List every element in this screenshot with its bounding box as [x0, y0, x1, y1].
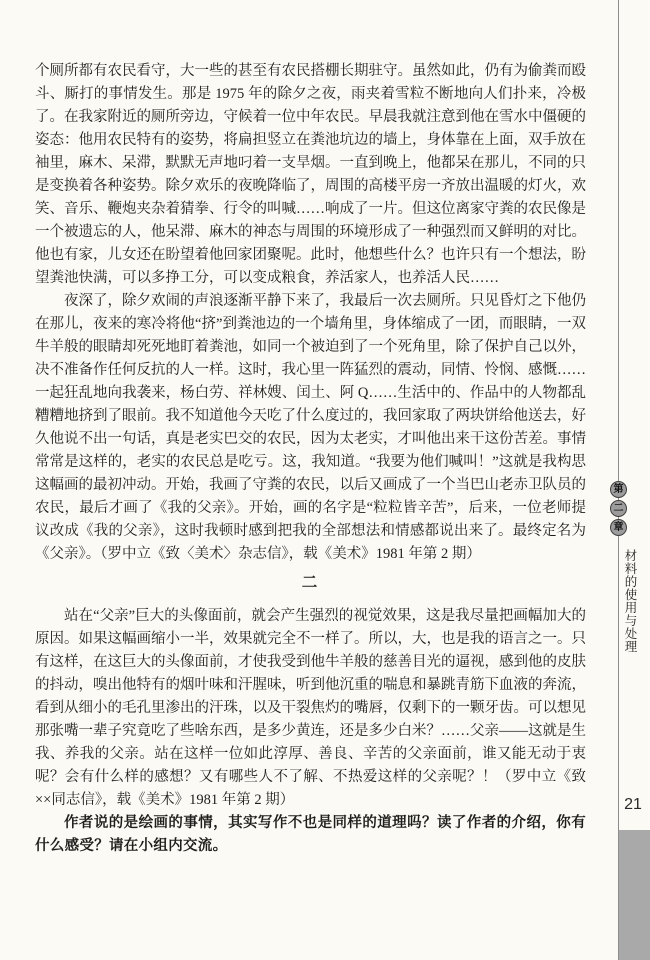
paragraph-father-portrait: 站在“父亲”巨大的头像面前，就会产生强烈的视觉效果，这是我尽量把画幅加大的原因。如果这幅画缩小一半，效果就完全不一样了。所以，大，也是我的语言之一。只有这样，在这巨大的头像面前，才使我受到他牛羊般的慈善目光的逼视，感到他的皮肤的抖动，嗅出他特有的烟叶味和汗腥味，听到他沉重的喘息和暴跳青筋下血液的奔流，看到从细小的毛孔里渗出的汗珠，以及干裂焦灼的嘴唇，仅剩下的一颗牙齿。可以想见那张嘴一辈子究竟吃了些啥东西，是多少黄连，还是多少白米？……父亲——这就是生我、养我的父亲。站在这样一位如此淳厚、善良、辛苦的父亲面前，谁又能无动于衷呢？会有什么样的感想？又有哪些人不了解、不热爱这样的父亲呢？！（罗中立《致××同志信》，载《美术》1981 年第 2 期）: [35, 608, 586, 808]
chapter-badge-char-2: 二: [610, 500, 627, 517]
chapter-margin-rule: [618, 0, 619, 960]
main-text-column: [35, 60, 586, 858]
chapter-badge-char-3: 章: [610, 519, 627, 536]
page-number: 21: [624, 796, 642, 813]
paragraph-continuation: 个厕所都有农民看守，大一些的甚至有农民搭棚长期驻守。虽然如此，仍有为偷粪而殴斗、厮打的事情发生。那是 1975 年的除夕之夜，雨夹着雪粒不断地向人们扑来，冷极了。在我家附近的厕所旁边，守候着一位中年农民。早晨我就注意到他在雪水中僵硬的姿态：他用农民特有的姿势，将扁担竖立在粪池坑边的墙上，身体靠在上面，双手放在袖里，麻木、呆滞，默默无声地叼着一支旱烟。一直到晚上，他都呆在那儿，不同的只是变换着各种姿势。除夕欢乐的夜晚降临了，周围的高楼平房一齐放出温暖的灯火，欢笑、音乐、鞭炮夹杂着猜拳、行令的叫喊……响成了一片。但这位离家守粪的农民像是一个被遗忘的人，他呆滞、麻木的神态与周围的环境形成了一种强烈而又鲜明的对比。他也有家，儿女还在盼望着他回家团聚呢。此时，他想些什么？也许只有一个想法，盼望粪池快满，可以多挣工分，可以变成粮食，养活家人，也养活人民……: [35, 63, 586, 286]
paragraph-night-scene: 夜深了，除夕欢闹的声浪逐渐平静下来了，我最后一次去厕所。只见昏灯之下他仍在那儿，夜来的寒冷将他“挤”到粪池边的一个墙角里，身体缩成了一团，而眼睛，一双牛羊般的眼睛却死死地盯着粪池，如同一个被迫到了一个死角里，除了保护自己以外，决不准备作任何反抗的人一样。这时，我心里一阵猛烈的震动，同情、怜悯、感慨……一起狂乱地向我袭来，杨白劳、祥林嫂、闰土、阿 Q……生活中的、作品中的人物都乱糟糟地挤到了眼前。我不知道他今天吃了什么度过的，我回家取了两块饼给他送去，好久他说不出一句话，真是老实巴交的农民，因为太老实，才叫他出来干这份苦差。事情常常是这样的，老实的农民总是吃亏。这，我知道。“我要为他们喊叫！”这就是我构思这幅画的最初冲动。开始，我画了守粪的农民，以后又画成了一个当巴山老赤卫队员的农民，最后才画了《我的父亲》。开始，画的名字是“粒粒皆辛苦”，后来，一位老师提议改成《我的父亲》，这时我顿时感到把我的全部想法和情感都说出来了。最终定名为《父亲》。（罗中立《致〈美术〉杂志信》，载《美术》1981 年第 2 期）: [35, 293, 586, 562]
chapter-number-badges: [610, 481, 627, 536]
chapter-badge-char-1: 第: [610, 481, 627, 498]
chapter-title-vertical: 材料的使用与处理: [623, 549, 637, 653]
section-heading-two: 二: [301, 574, 320, 591]
task-discussion-paragraph: 作者说的是绘画的事情，其实写作不也是同样的道理吗？读了作者的介绍，你有什么感受？请在小组内交流。: [35, 815, 586, 854]
chapter-corner-tab: [619, 830, 650, 960]
